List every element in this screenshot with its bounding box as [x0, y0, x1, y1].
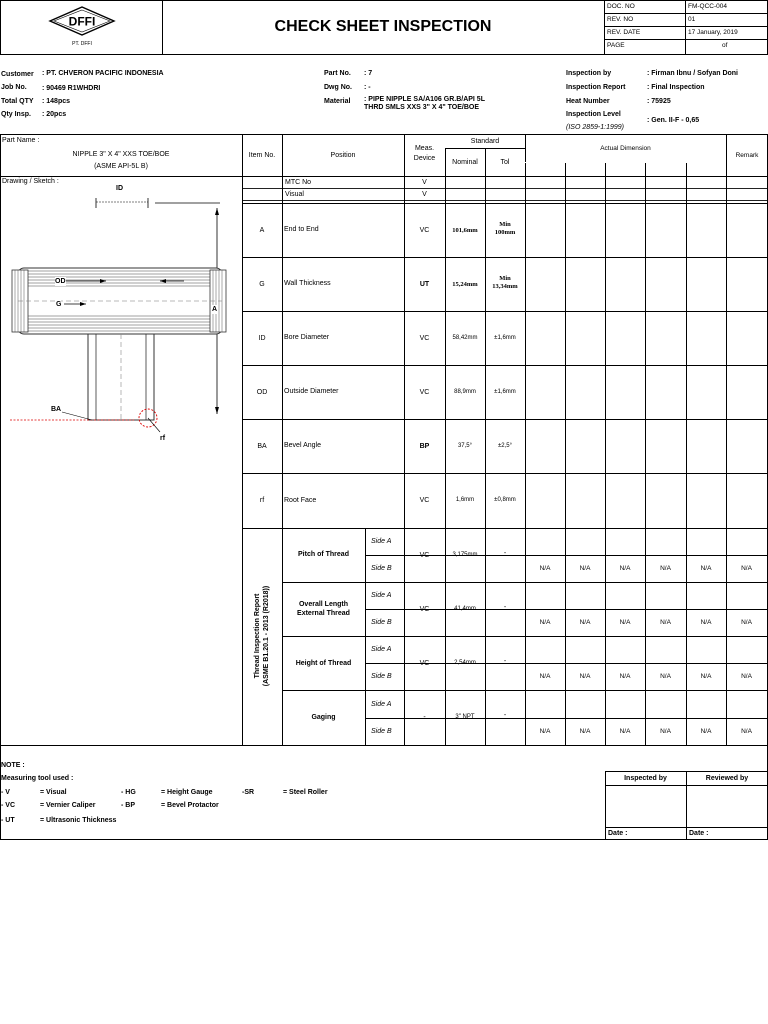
total-qty-label: Total QTY — [1, 98, 34, 105]
row-a-device: VC — [419, 226, 430, 234]
thread-4-nominal: 3" NPT — [455, 714, 475, 720]
rev-no-label: REV. NO — [607, 16, 634, 23]
part-name-label: Part Name : — [2, 137, 40, 144]
mtc-device: V — [422, 179, 427, 186]
visual-label: Visual — [285, 191, 304, 198]
logo-diamond-icon — [48, 6, 116, 36]
row-g-nominal: 15,24mm — [452, 280, 478, 288]
thread-3-nominal: 2,54mm — [454, 659, 476, 666]
inspected-by-label: Inspected by — [624, 774, 667, 782]
row-g-device: UT — [419, 280, 430, 288]
row-rf-tol: ±0,8mm — [494, 497, 516, 503]
inspected-by-signature-field[interactable] — [606, 786, 685, 826]
row-g-tol-2: 13,34mm — [492, 283, 518, 290]
inspection-by-label: Inspection by — [566, 70, 612, 77]
row-ba-item: BA — [257, 442, 267, 450]
na-cell: N/A — [619, 728, 631, 735]
col-position: Position — [330, 151, 356, 159]
thread-2-device: VC — [419, 605, 430, 613]
row-rf-nominal: 1,6mm — [455, 497, 475, 503]
na-cell: N/A — [660, 565, 671, 572]
row-ba-device: BP — [419, 442, 430, 450]
thread-3-device: VC — [419, 659, 430, 667]
part-name-line-2: (ASME API-5L B) — [94, 163, 148, 170]
col-standard: Standard — [470, 137, 500, 145]
tool-bp-desc: = Bevel Protactor — [161, 802, 219, 809]
heat-number-label: Heat Number — [566, 98, 610, 105]
col-tol: Tol — [500, 158, 510, 166]
col-item-no: Item No. — [248, 151, 276, 159]
thread-1-nominal: 3,175mm — [452, 551, 478, 558]
na-cell: N/A — [700, 728, 712, 735]
part-name-line-1: NIPPLE 3" X 4" XXS TOE/BOE — [72, 151, 170, 158]
sketch-label-g: G — [56, 301, 62, 308]
thread-2-side-b: Side B — [371, 619, 392, 626]
na-cell: N/A — [579, 728, 591, 735]
tool-vc-code: - VC — [1, 802, 15, 809]
job-value: : 90469 R1WHDRI — [42, 85, 101, 92]
row-id-tol: ±1,6mm — [494, 334, 516, 341]
thread-report-title — [242, 528, 282, 745]
logo-text: DFFI — [68, 14, 96, 29]
na-cell: N/A — [660, 673, 671, 680]
customer-label: Customer — [1, 71, 34, 78]
thread-2-nominal: 41,4mm — [454, 605, 476, 612]
sketch-label-ba: BA — [51, 406, 62, 413]
sketch-label-od: OD — [55, 278, 66, 285]
inspected-date-label: Date : — [608, 830, 628, 837]
material-value-2: THRD SMLS XXS 3" X 4" TOE/BOE — [364, 104, 480, 111]
row-od-tol: ±1,6mm — [494, 388, 516, 395]
na-cell: N/A — [579, 619, 591, 626]
col-actual-dimension: Actual Dimension — [600, 144, 651, 152]
row-od-device: VC — [419, 388, 430, 396]
inspection-level-label: Inspection Level — [566, 111, 621, 118]
thread-row-3-name: Height of Thread — [295, 660, 352, 667]
na-cell: N/A — [619, 673, 631, 680]
measuring-tools-label: Measuring tool used : — [1, 775, 74, 782]
row-rf-item: rf — [259, 497, 265, 504]
doc-no-value: FM-QCC-004 — [688, 3, 728, 10]
rev-no-value: 01 — [688, 16, 696, 23]
row-id-device: VC — [419, 334, 430, 342]
row-id-position: Bore Diameter — [284, 334, 330, 341]
tool-ut-desc: = Ultrasonic Thickness — [40, 817, 117, 824]
sketch-label-id: ID — [116, 185, 123, 192]
col-nominal: Nominal — [452, 158, 478, 166]
na-cell: N/A — [741, 565, 752, 572]
na-cell: N/A — [700, 619, 712, 626]
row-rf-device: VC — [419, 497, 430, 504]
reviewed-by-signature-field[interactable] — [687, 786, 767, 826]
pipe-nipple-sketch — [0, 186, 240, 456]
thread-4-device: - — [423, 714, 426, 721]
rev-date-label: REV. DATE — [607, 29, 641, 36]
row-od-position: Outside Diameter — [284, 388, 339, 395]
row-a-tol-2: 100mm — [494, 229, 516, 236]
tool-sr-code: -SR — [242, 789, 255, 796]
thread-2-side-a: Side A — [371, 592, 392, 599]
na-cell: N/A — [619, 565, 631, 572]
sketch-label-rf: rf — [160, 435, 166, 442]
na-cell: N/A — [619, 619, 631, 626]
page-of: of — [722, 42, 728, 49]
tool-v-code: - V — [1, 789, 10, 796]
doc-no-label: DOC. NO — [607, 3, 635, 10]
mtc-label: MTC No — [285, 179, 312, 186]
na-cell: N/A — [539, 619, 551, 626]
thread-3-side-b: Side B — [371, 673, 392, 680]
row-ba-position: Bevel Angle — [284, 442, 321, 449]
row-g-tol-1: Min — [499, 275, 511, 282]
dwg-no-label: Dwg No. — [324, 84, 352, 91]
na-cell: N/A — [539, 728, 551, 735]
part-no-label: Part No. — [324, 70, 351, 77]
thread-4-side-a: Side A — [371, 701, 392, 708]
na-cell: N/A — [579, 673, 591, 680]
page-title: CHECK SHEET INSPECTION — [274, 18, 492, 35]
visual-device: V — [422, 191, 427, 198]
row-ba-nominal: 37,5° — [457, 442, 473, 449]
row-a-item: A — [259, 226, 265, 234]
na-cell: N/A — [539, 673, 551, 680]
na-cell: N/A — [741, 728, 752, 735]
thread-3-side-a: Side A — [371, 646, 392, 653]
tool-v-desc: = Visual — [40, 789, 67, 796]
row-g-item: G — [259, 280, 265, 288]
customer-value: : PT. CHVERON PACIFIC INDONESIA — [42, 70, 164, 77]
tool-hg-desc: = Height Gauge — [161, 789, 213, 796]
row-a-nominal: 101,6mm — [452, 226, 478, 234]
inspection-level-standard: (ISO 2859-1:1999) — [566, 124, 624, 131]
row-a-tol-1: Min — [499, 221, 511, 228]
na-cell: N/A — [539, 565, 551, 572]
note-label: NOTE : — [1, 762, 25, 769]
reviewed-date-label: Date : — [689, 830, 709, 837]
row-id-nominal: 58,42mm — [452, 334, 478, 341]
row-rf-position: Root Face — [284, 497, 317, 504]
logo-caption: PT. DFFI — [72, 41, 92, 47]
row-a-position: End to End — [284, 226, 319, 233]
inspection-report-label: Inspection Report — [566, 84, 626, 91]
row-id-item: ID — [258, 334, 266, 342]
tool-vc-desc: = Vernier Caliper — [40, 802, 96, 809]
thread-1-tol: - — [503, 549, 507, 557]
thread-title-line-1: Thread Inspection Report — [254, 593, 261, 679]
qty-insp-value: : 20pcs — [42, 111, 67, 118]
na-cell: N/A — [660, 728, 671, 735]
col-meas-line-2: Device — [413, 155, 436, 162]
inspection-level-value: : Gen. II-F - 0,65 — [647, 117, 700, 124]
thread-4-side-b: Side B — [371, 728, 392, 735]
thread-1-device: VC — [419, 551, 430, 559]
thread-1-side-b: Side B — [371, 565, 392, 572]
material-label: Material — [324, 98, 351, 105]
na-cell: N/A — [579, 565, 591, 572]
page-label: PAGE — [607, 42, 625, 49]
tool-hg-code: - HG — [121, 789, 136, 796]
thread-2-tol: - — [503, 603, 507, 611]
tool-bp-code: - BP — [121, 802, 135, 809]
rev-date-value: 17 January, 2019 — [688, 29, 738, 36]
tool-sr-desc: = Steel Roller — [283, 789, 328, 796]
qty-insp-label: Qty Insp. — [1, 111, 31, 118]
row-g-position: Wall Thickness — [284, 280, 331, 287]
col-meas-line-1: Meas. — [414, 145, 435, 152]
na-cell: N/A — [741, 619, 752, 626]
thread-row-4-name: Gaging — [311, 714, 336, 721]
part-no-value: : 7 — [364, 70, 373, 77]
thread-4-tol: - — [503, 711, 507, 719]
reviewed-by-label: Reviewed by — [705, 774, 749, 782]
row-ba-tol: ±2,5° — [497, 442, 513, 449]
tool-ut-code: - UT — [1, 817, 15, 824]
thread-row-2-name-1: Overall Length — [298, 601, 348, 608]
job-label: Job No. — [1, 84, 27, 91]
thread-row-1-name: Pitch of Thread — [298, 551, 349, 558]
thread-title-line-2: (ASME B1.20.1 - 2013 (R2018)) — [263, 585, 270, 687]
thread-3-tol: - — [503, 657, 507, 665]
dwg-no-value: : - — [364, 84, 371, 91]
drawing-label: Drawing / Sketch : — [2, 178, 59, 185]
na-cell: N/A — [741, 673, 752, 680]
na-cell: N/A — [660, 619, 671, 626]
total-qty-value: : 148pcs — [42, 98, 71, 105]
material-value-1: : PIPE NIPPLE SA/A106 GR.B/API 5L — [364, 96, 485, 103]
thread-1-side-a: Side A — [371, 538, 392, 545]
inspection-by-value: : Firman Ibnu / Sofyan Doni — [647, 70, 738, 77]
na-cell: N/A — [700, 565, 712, 572]
col-remark: Remark — [735, 151, 759, 159]
sketch-label-a: A — [212, 306, 218, 313]
company-logo — [48, 6, 116, 47]
na-cell: N/A — [700, 673, 712, 680]
row-od-item: OD — [256, 388, 268, 396]
row-od-nominal: 88,9mm — [454, 388, 476, 395]
inspection-report-value: : Final Inspection — [647, 84, 705, 91]
heat-number-value: : 75925 — [647, 98, 671, 105]
thread-row-2-name-2: External Thread — [297, 610, 350, 617]
